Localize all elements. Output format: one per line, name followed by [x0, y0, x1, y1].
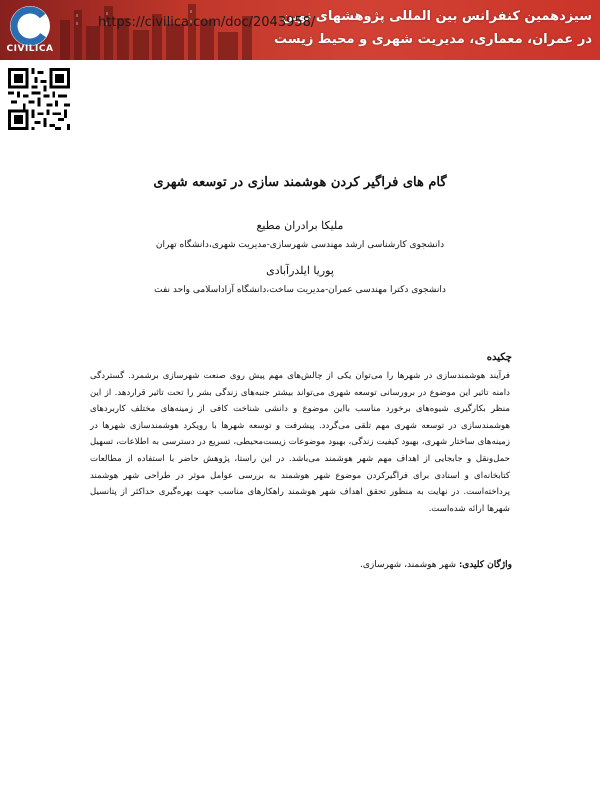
author-name-2: پوریا ایلدرآبادی	[266, 264, 334, 277]
author-affiliation-2: دانشجوی دکترا مهندسی عمران-مدیریت ساخت،دانشگاه آزاداسلامی واحد نفت	[154, 285, 446, 295]
author-affiliation-1: دانشجوی کارشناسی ارشد مهندسی شهرسازی-مدیریت شهری،دانشگاه تهران	[155, 240, 445, 250]
abstract-text: فرآیند هوشمندسازی در شهرها را می‌توان یکی از چالش‌های مهم پیش روی صنعت شهرسازی برشمرد. گستردگی دامنه تاثیر این موضوع در برورسانی توسعه شهری می‌تواند بیشتر جنبه‌های زندگی بشر را تحت تاثیر قراردهد. از این منظر بکارگیری شیوه‌های برخورد مناسب بااین موضوع و دانشی شناخت کافی از زمینه‌های مختلف کاربردهای هوشمندسازی در توسعه شهری مهم تلقی می‌گردد. پیشرفت و توسعه شهرها با رویکرد هوشمندسازی شهرها در زمینه‌های ساختار شهری، بهبود کیفیت زندگی، بهبود موضوعات زیست‌محیطی، تسریع در دسترسی به اطلاعات، تسهیل حمل‌ونقل و جابجایی از اهداف مهم شهر هوشمند می‌باشد. در این راستا، پژوهش حاضر با استفاده از مطالعات کتابخانه‌ای و اسنادی برای فراگیرکردن موضوع شهر هوشمند به بررسی عوامل موثر در طراحی شهر هوشمند پرداخته‌است. در نهایت به منظور تحقق اهداف شهر هوشمند راهکارهای مناسب جهت بهره‌گیری حداکثر از پتانسیل شهرها ارائه شده‌است.	[90, 371, 510, 514]
qr-code-icon	[8, 67, 70, 131]
abstract-heading: چکیده	[486, 352, 512, 363]
keywords-label: واژگان کلیدی:	[458, 560, 512, 570]
logo-text: CIVILICA	[6, 44, 54, 54]
keywords-value: شهر هوشمند، شهرسازی.	[360, 560, 457, 570]
paper-title: گام های فراگیر کردن هوشمند سازی در توسعه شهری	[153, 175, 447, 190]
keywords-line	[360, 560, 512, 570]
document-url-link[interactable]: https://civilica.com/doc/2043958/	[98, 15, 316, 30]
author-name-1: ملیکا برادران مطیع	[256, 219, 344, 232]
conference-title-line1: سیزدهمین کنفرانس بین المللی پژوهشهای نوین	[281, 9, 592, 24]
conference-banner	[0, 0, 600, 60]
conference-title-line2: در عمران، معماری، مدیریت شهری و محیط زیست	[274, 32, 592, 47]
